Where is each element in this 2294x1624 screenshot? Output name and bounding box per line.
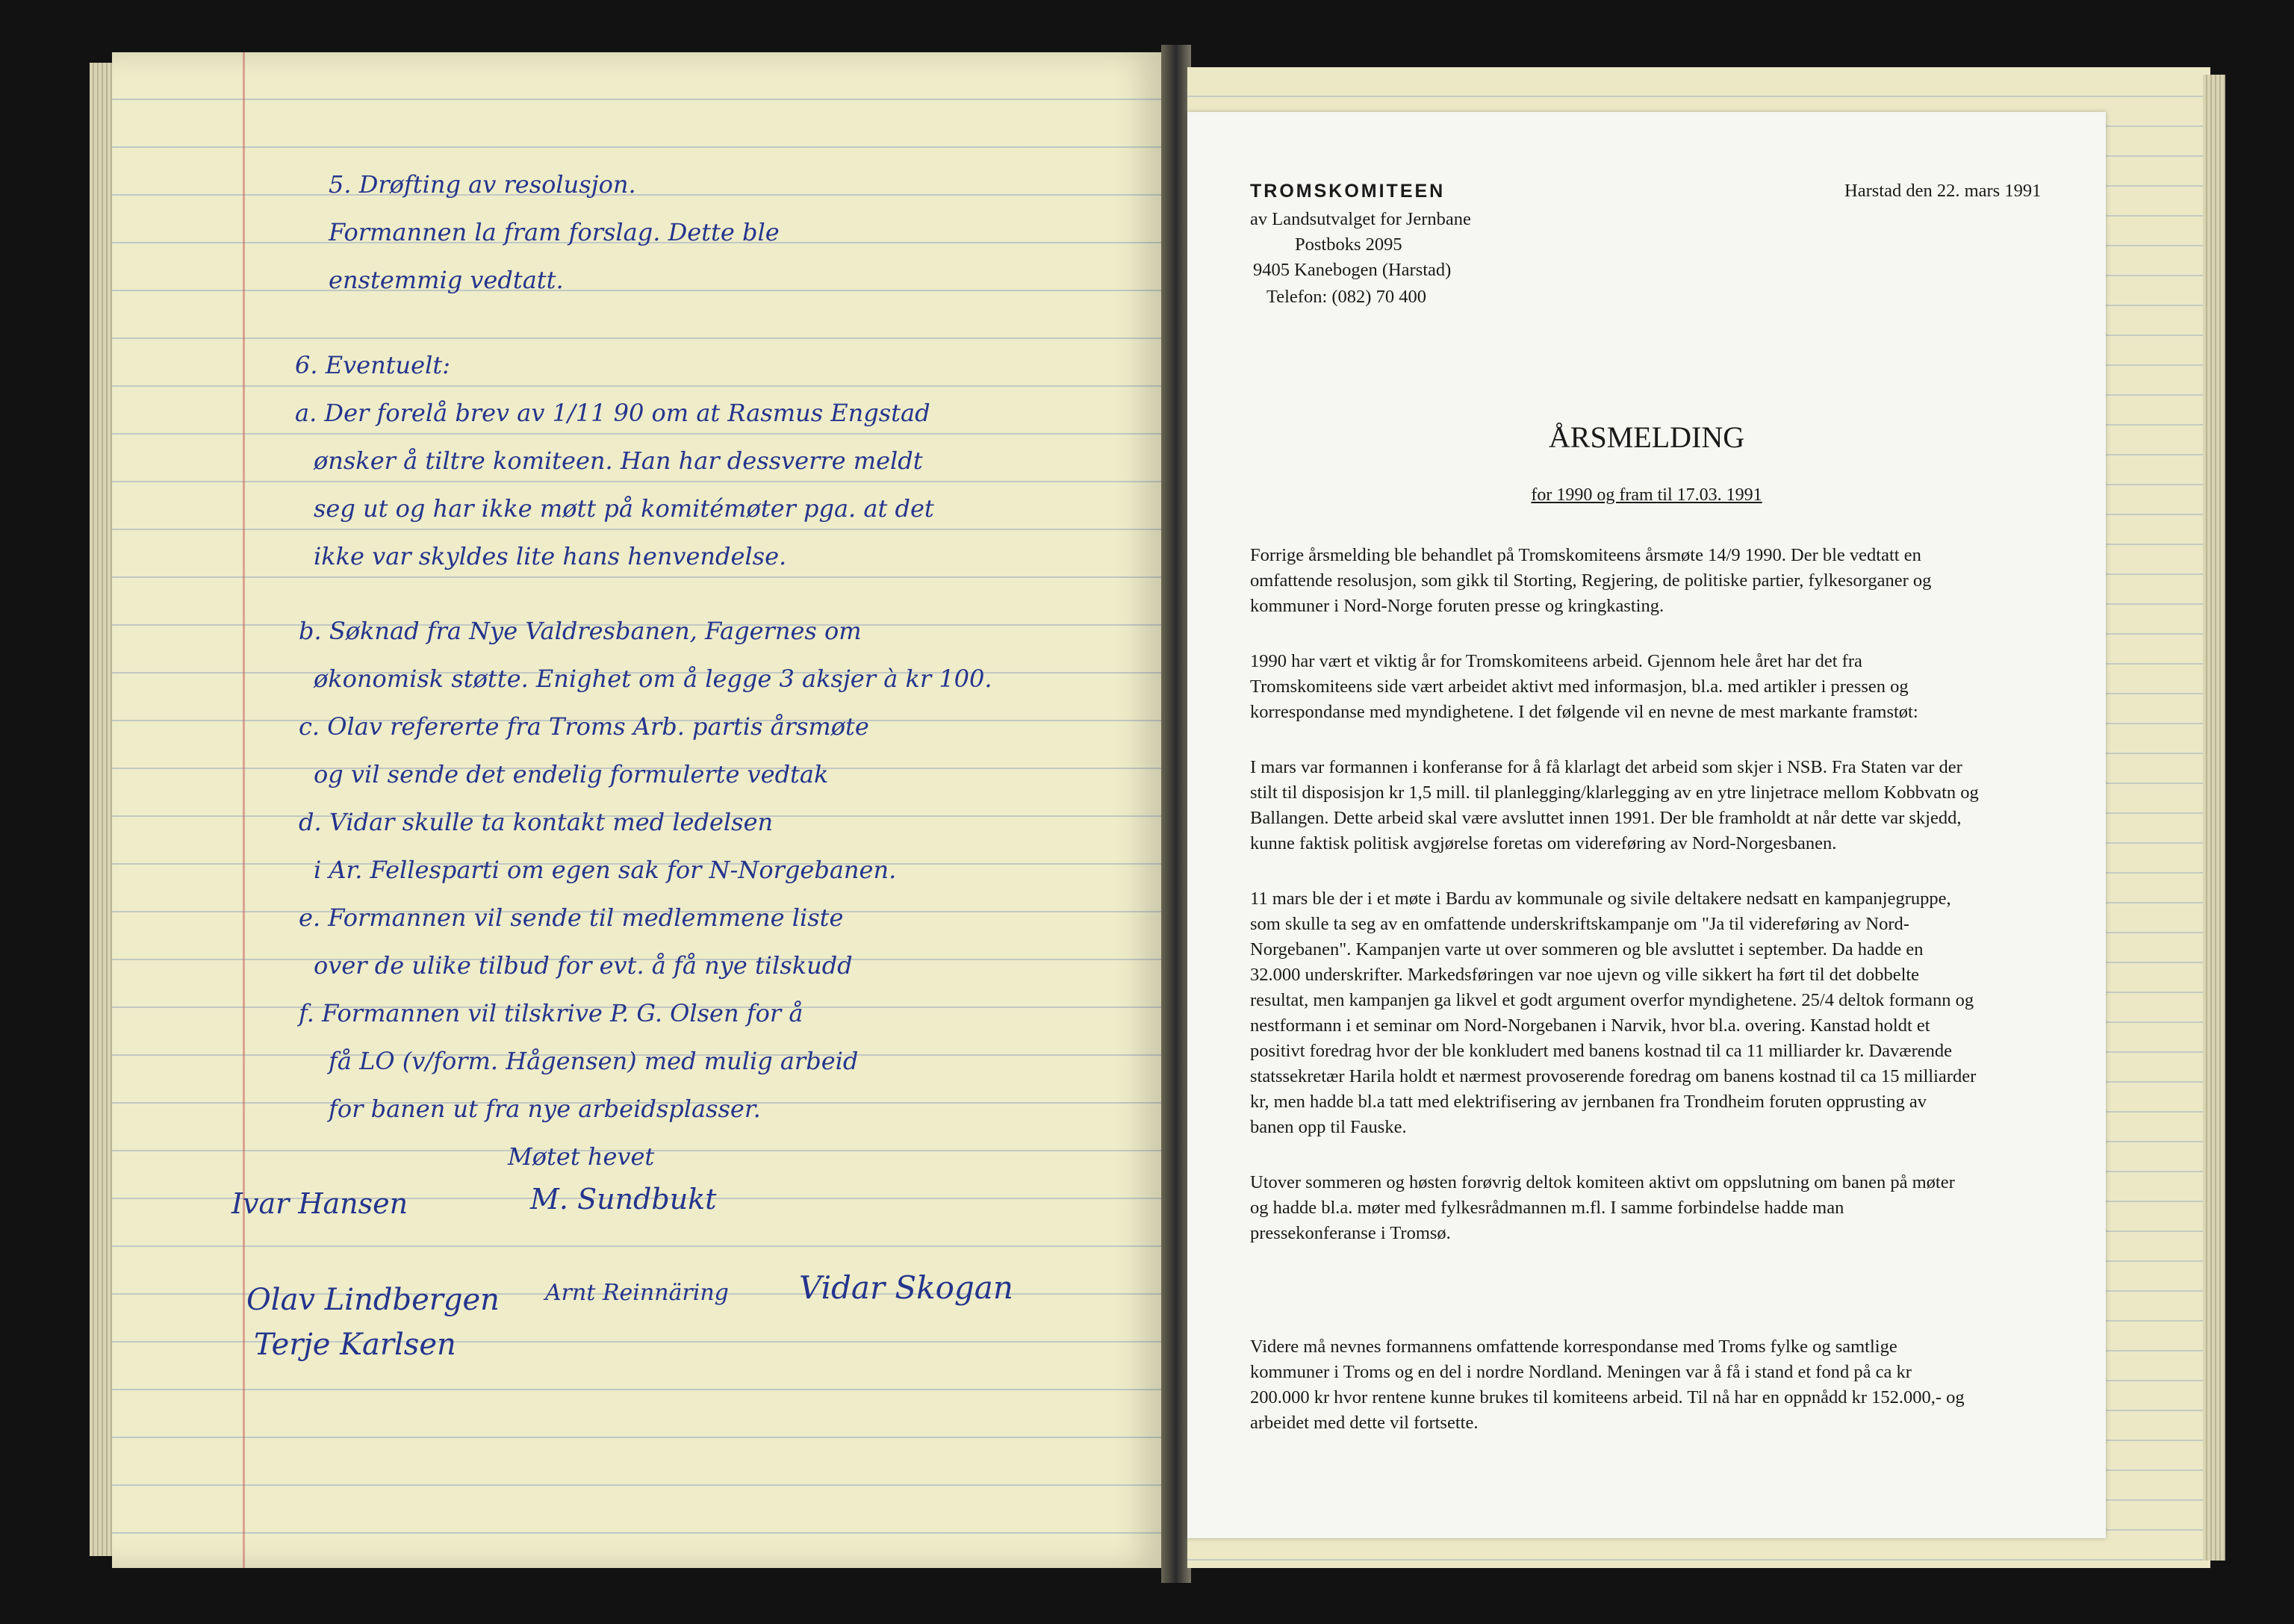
paragraph-line: banen opp til Fauske. [1250,1117,1407,1137]
paragraph-line: omfattende resolusjon, som gikk til Storting, Regjering, de politiske partier, fylkesorganer og [1250,570,1932,591]
paragraph-line: 1990 har vært et viktig år for Tromskomiteens arbeid. Gjennom hele året har det fra [1250,651,1862,671]
handwritten-line: b. Søknad fra Nye Valdresbanen, Fagernes om [299,617,862,645]
margin-line [243,52,245,1568]
handwritten-line: c. Olav refererte fra Troms Arb. partis årsmøte [299,712,869,741]
paragraph-line: Forrige årsmelding ble behandlet på Tromskomiteens årsmøte 14/9 1990. Der ble vedtatt en [1250,545,1921,565]
handwritten-line: d. Vidar skulle ta kontakt med ledelsen [299,808,774,836]
letter-date: Harstad den 22. mars 1991 [1844,181,2042,201]
paragraph-line: korrespondanse med myndighetene. I det følgende vil en nevne de mest markante framstøt: [1250,702,1918,722]
handwritten-line: over de ulike tilbud for evt. å få nye tilskudd [314,951,853,980]
paragraph-line: som skulle ta seg av en omfattende underskriftskampanje om "Ja til videreføring av Nord- [1250,914,1909,934]
handwritten-line: og vil sende det endelig formulerte vedtak [314,760,829,788]
signature: Ivar Hansen [231,1187,408,1220]
signature: Olav Lindbergen [246,1283,500,1317]
letterhead-line: Postboks 2095 [1295,234,1402,255]
paragraph-line: stilt til disposisjon kr 1,5 mill. til planlegging/klarlegging av en ytre linjetrace mellom Kobbvatn og [1250,783,1979,803]
paragraph-line: kommuner i Nord-Norge foruten presse og kringkasting. [1250,596,1664,616]
paragraph-line: pressekonferanse i Tromsø. [1250,1223,1451,1243]
handwritten-line: ønsker å tiltre komiteen. Han har dessverre meldt [314,447,923,475]
paragraph-line: Videre må nevnes formannens omfattende korrespondanse med Troms fylke og samtlige [1250,1337,1897,1357]
handwritten-line: for banen ut fra nye arbeidsplasser. [329,1095,761,1123]
letterhead-org: TROMSKOMITEEN [1250,181,1446,202]
letterhead-line: Telefon: (082) 70 400 [1266,287,1426,307]
typed-report-sheet [1187,112,2106,1538]
signature: Arnt Reinnäring [545,1280,729,1306]
paragraph-line: arbeidet med dette vil fortsette. [1250,1413,1479,1433]
handwritten-line: 6. Eventuelt: [295,351,450,379]
right-page-edges [2203,75,2225,1561]
handwritten-line: seg ut og har ikke møtt på komitémøter pga. at det [314,494,934,523]
document-subtitle: for 1990 og fram til 17.03. 1991 [1531,485,1762,505]
paragraph-line: kommuner i Troms og en del i nordre Nordland. Meningen var å få i stand et fond på ca kr [1250,1362,1912,1382]
paragraph-line: 11 mars ble der i et møte i Bardu av kommunale og sivile deltakere nedsatt en kampanjegruppe, [1250,889,1951,909]
paragraph-line: Tromskomiteens side vært arbeidet aktivt med informasjon, bl.a. med artikler i pressen og [1250,676,1909,697]
handwritten-line: enstemmig vedtatt. [329,266,564,294]
paragraph-line: 200.000 kr hvor rentene kunne brukes til komiteens arbeid. Til nå har en oppnådd kr 152.000,- og [1250,1387,1965,1407]
handwritten-line: a. Der forelå brev av 1/11 90 om at Rasmus Engstad [295,399,930,427]
paragraph-line: og hadde bl.a. møter med fylkesrådmannen m.fl. I samme forbindelse hadde man [1250,1198,1844,1218]
paragraph-line: Utover sommeren og høsten forøvrig deltok komiteen aktivt om oppslutning om banen på møter [1250,1172,1955,1192]
paragraph-line: Norgebanen". Kampanjen varte ut over sommeren og ble avsluttet i september. Da hadde en [1250,939,1924,959]
paragraph-line: statssekretær Harila holdt et nærmest provoserende foredrag om banens kostnad til ca 15 milliarder [1250,1066,1977,1086]
paragraph-line: I mars var formannen i konferanse for å få klarlagt det arbeid som skjer i NSB. Fra Staten var der [1250,757,1962,777]
handwritten-line: få LO (v/form. Hågensen) med mulig arbeid [329,1047,859,1075]
handwritten-line: e. Formannen vil sende til medlemmene liste [299,903,844,932]
letterhead-line: av Landsutvalget for Jernbane [1250,209,1471,229]
handwritten-line: f. Formannen vil tilskrive P. G. Olsen for å [299,999,803,1027]
handwritten-page [112,52,1165,1568]
handwritten-line: Møtet hevet [508,1142,655,1171]
handwritten-line: 5. Drøfting av resolusjon. [329,170,636,199]
book-spine [1161,45,1191,1583]
signature: M. Sundbukt [530,1183,717,1216]
handwritten-line: Formannen la fram forslag. Dette ble [329,218,780,246]
signature: Terje Karlsen [254,1328,456,1362]
signature: Vidar Skogan [799,1269,1013,1306]
handwritten-line: økonomisk støtte. Enighet om å legge 3 aksjer à kr 100. [314,665,992,693]
paragraph-line: positivt foredrag hvor der ble konkludert med banens kostnad til ca 11 milliarder kr. Daværende [1250,1041,1953,1061]
paragraph-line: resultat, men kampanjen ga likvel et godt argument overfor myndighetene. 25/4 deltok formann og [1250,990,1974,1010]
paragraph-line: Ballangen. Dette arbeid skal være avsluttet innen 1991. Der ble framholdt at når dette var skjedd, [1250,808,1962,828]
paragraph-line: 32.000 underskrifter. Markedsføringen var noe ujevn og ville sikkert ha ført til det dobbelte [1250,965,1920,985]
handwritten-line: i Ar. Fellesparti om egen sak for N-Norgebanen. [314,856,897,884]
paragraph-line: kr, men hadde bl.a tatt med elektrifisering av jernbanen fra Trondheim foruten opprusting av [1250,1092,1927,1112]
document-title: ÅRSMELDING [1548,420,1745,454]
paragraph-line: nestformann i et seminar om Nord-Norgebanen i Narvik, hvor bl.a. overing. Kanstad holdt et [1250,1015,1930,1036]
letterhead-line: 9405 Kanebogen (Harstad) [1253,260,1452,280]
handwritten-line: ikke var skyldes lite hans henvendelse. [314,542,787,570]
paragraph-line: kunne faktisk politisk avgjørelse foretas om videreføring av Nord-Norgesbanen. [1250,833,1837,853]
